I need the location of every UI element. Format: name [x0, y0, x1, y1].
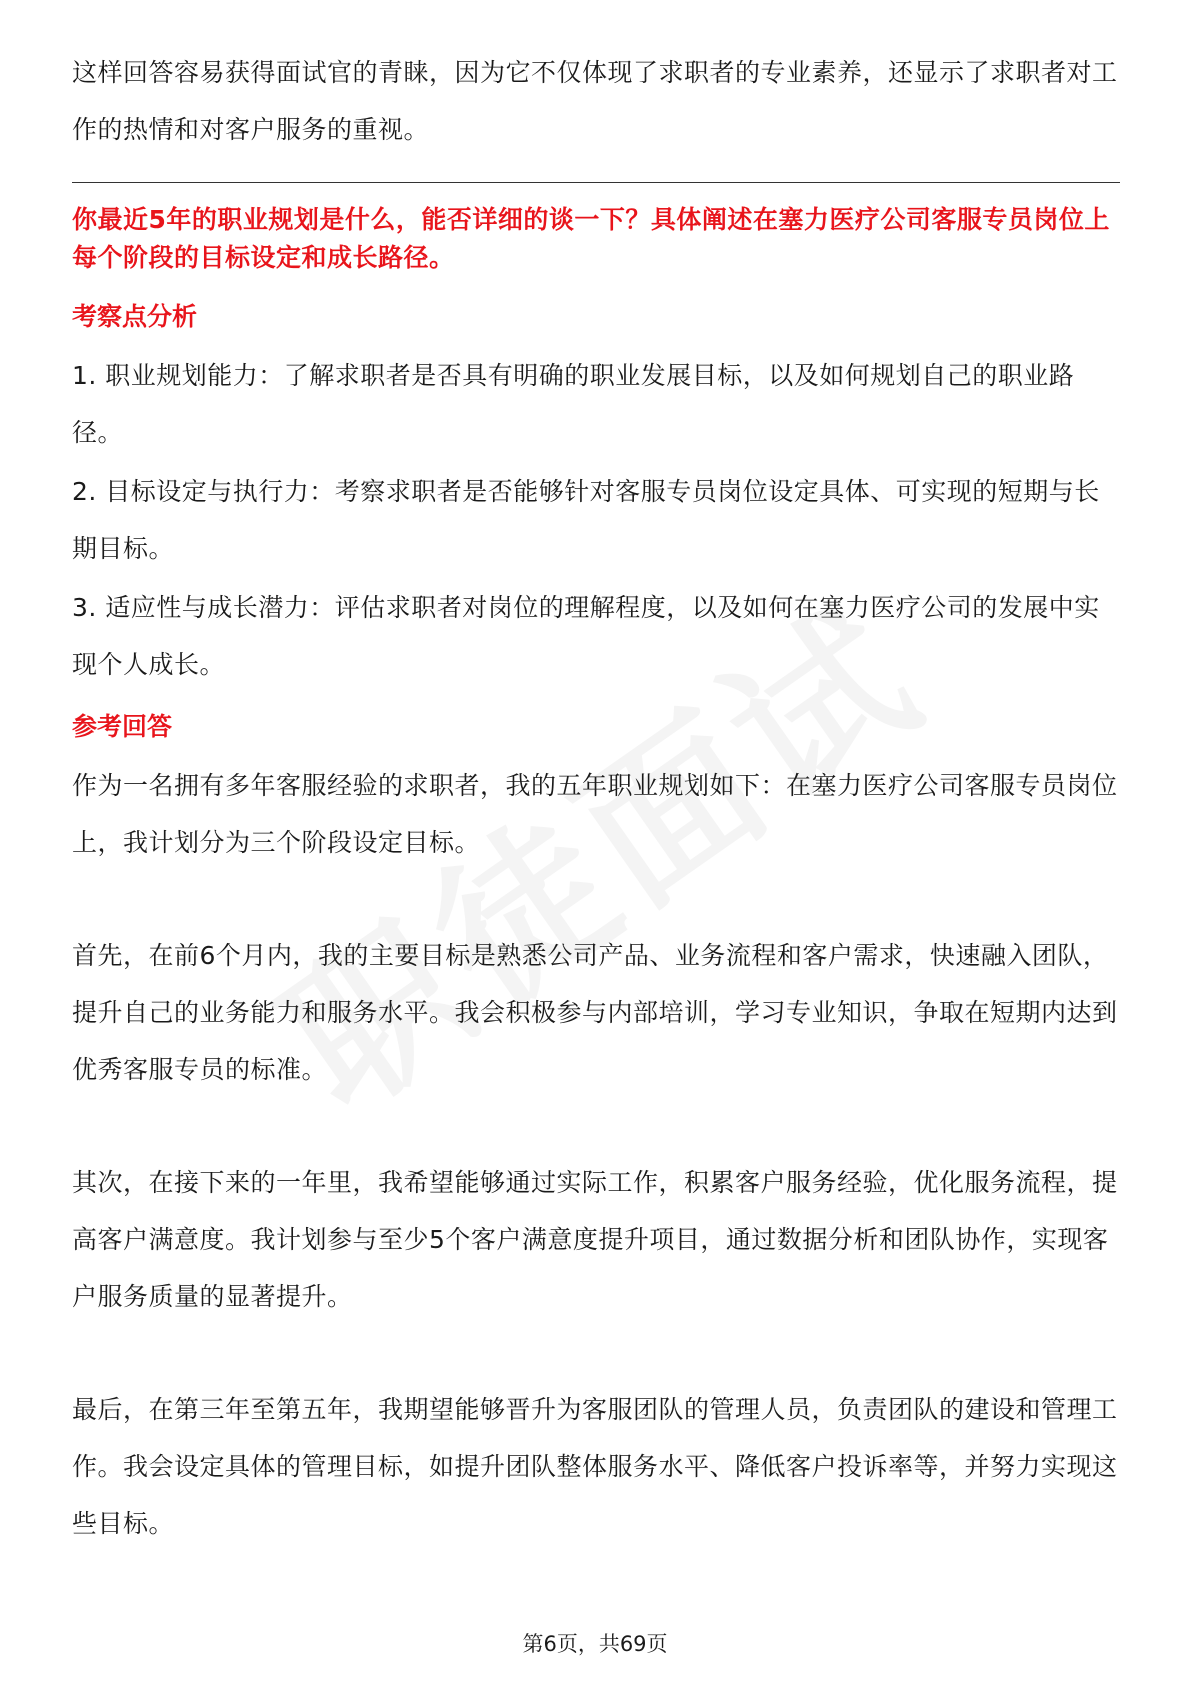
interview-question: 你最近5年的职业规划是什么，能否详细的谈一下？具体阐述在塞力医疗公司客服专员岗位上每个阶段的目标设定和成长路径。: [72, 205, 1110, 272]
analysis-heading: 考察点分析: [72, 302, 198, 331]
analysis-item: 1. 职业规划能力：了解求职者是否具有明确的职业发展目标，以及如何规划自己的职业路径。: [72, 361, 1075, 447]
intro-paragraph: 这样回答容易获得面试官的青睐，因为它不仅体现了求职者的专业素养，还显示了求职者对工作的热情和对客户服务的重视。: [72, 58, 1118, 144]
spacer: [72, 871, 1120, 927]
spacer: [72, 1325, 1120, 1381]
page-number: 第6页，共69页: [522, 1632, 668, 1656]
page-content: [72, 44, 1120, 1552]
answer-paragraph: 最后，在第三年至第五年，我期望能够晋升为客服团队的管理人员，负责团队的建设和管理工作。我会设定具体的管理目标，如提升团队整体服务水平、降低客户投诉率等，并努力实现这些目标。: [72, 1395, 1118, 1538]
answer-paragraph: 作为一名拥有多年客服经验的求职者，我的五年职业规划如下：在塞力医疗公司客服专员岗位上，我计划分为三个阶段设定目标。: [72, 771, 1118, 857]
answer-paragraph: 其次，在接下来的一年里，我希望能够通过实际工作，积累客户服务经验，优化服务流程，提高客户满意度。我计划参与至少5个客户满意度提升项目，通过数据分析和团队协作，实现客户服务质量的显著提升。: [72, 1168, 1118, 1311]
analysis-item: 2. 目标设定与执行力：考察求职者是否能够针对客服专员岗位设定具体、可实现的短期与长期目标。: [72, 477, 1100, 563]
answer-paragraph: 首先，在前6个月内，我的主要目标是熟悉公司产品、业务流程和客户需求，快速融入团队，提升自己的业务能力和服务水平。我会积极参与内部培训，学习专业知识，争取在短期内达到优秀客服专员的标准。: [72, 941, 1118, 1084]
analysis-item: 3. 适应性与成长潜力：评估求职者对岗位的理解程度，以及如何在塞力医疗公司的发展中实现个人成长。: [72, 593, 1100, 679]
section-divider: [72, 182, 1120, 183]
spacer: [72, 1098, 1120, 1154]
spacer: [72, 695, 1120, 709]
answer-heading: 参考回答: [72, 712, 173, 741]
